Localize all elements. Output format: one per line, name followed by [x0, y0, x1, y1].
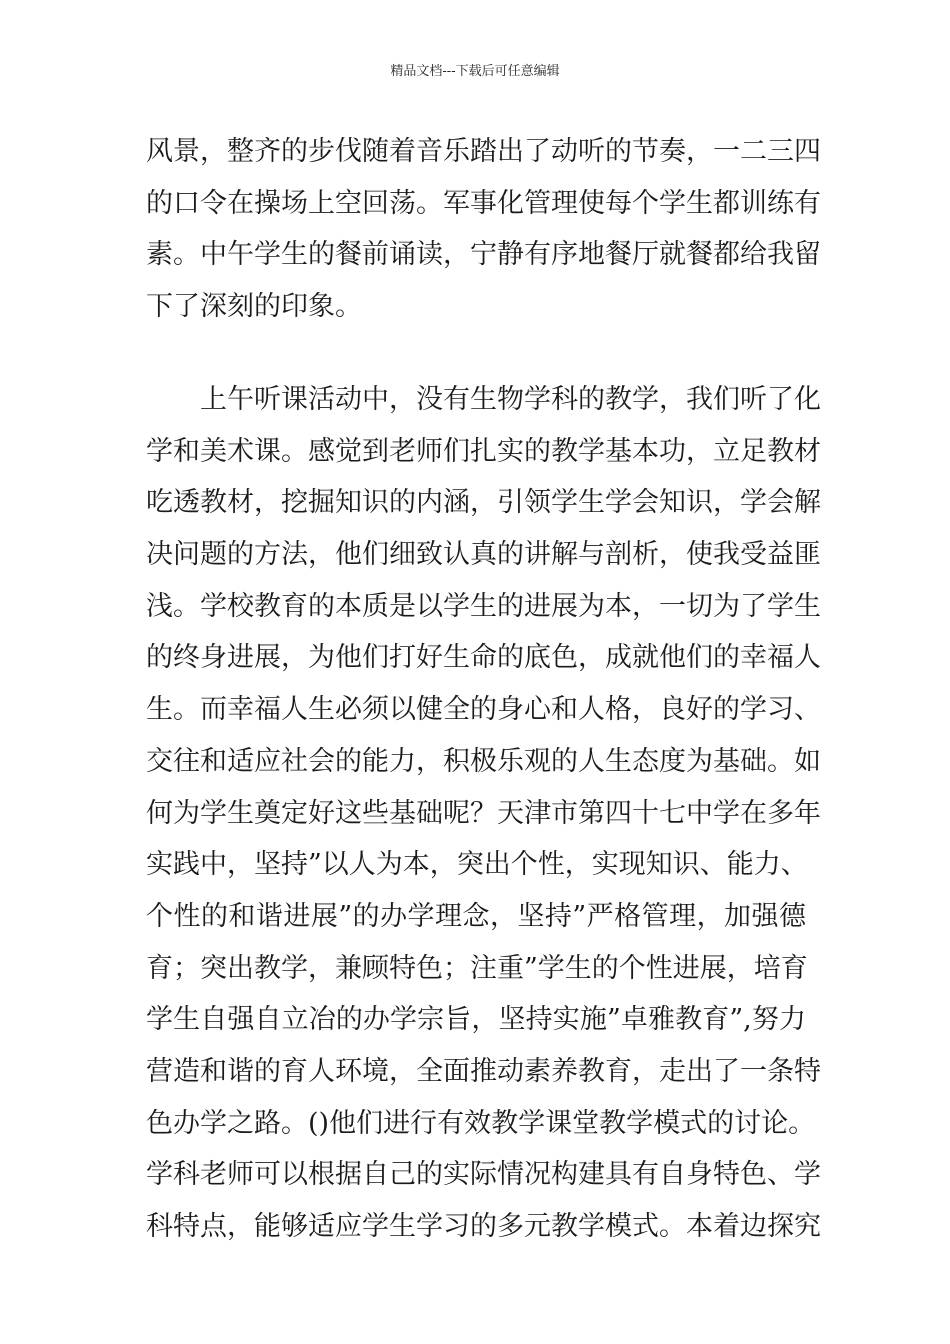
- text-line: 色办学之路。()他们进行有效教学课堂教学模式的讨论。: [146, 1107, 816, 1139]
- text-line: 的口令在操场上空回荡。军事化管理使每个学生都训练有: [146, 187, 821, 219]
- text-line: 何为学生奠定好这些基础呢？天津市第四十七中学在多年: [146, 797, 821, 829]
- text-line: 的终身进展，为他们打好生命的底色，成就他们的幸福人: [146, 642, 821, 674]
- text-line: 风景，整齐的步伐随着音乐踏出了动听的节奏，一二三四: [146, 136, 821, 167]
- text-line: 下了深刻的印象。: [146, 291, 362, 323]
- text-line: 吃透教材，挖掘知识的内涵，引领学生学会知识，学会解: [146, 487, 821, 519]
- text-line: 个性的和谐进展”的办学理念，坚持”严格管理，加强德: [146, 900, 806, 932]
- text-line: 交往和适应社会的能力，积极乐观的人生态度为基础。如: [146, 745, 821, 777]
- text-line: 素。中午学生的餐前诵读，宁静有序地餐厅就餐都给我留: [146, 239, 821, 271]
- text-line: 浅。学校教育的本质是以学生的进展为本，一切为了学生: [146, 590, 821, 622]
- page-header: 精品文档---下载后可任意编辑: [390, 64, 560, 79]
- text-line: 决问题的方法，他们细致认真的讲解与剖析，使我受益匪: [146, 539, 821, 571]
- text-line: 学和美术课。感觉到老师们扎实的教学基本功，立足教材: [146, 435, 821, 467]
- paragraph-1: [146, 126, 821, 333]
- text-line: 育；突出教学，兼顾特色；注重”学生的个性进展，培育: [146, 952, 808, 984]
- text-line: 营造和谐的育人环境，全面推动素养教育，走出了一条特: [146, 1055, 821, 1087]
- paragraph-2: [146, 374, 821, 1253]
- text-line: 学生自强自立冶的办学宗旨，坚持实施”卓雅教育”,努力: [146, 1004, 806, 1036]
- text-line: 上午听课活动中，没有生物学科的教学，我们听了化: [200, 384, 821, 415]
- text-line: 学科老师可以根据自己的实际情况构建具有自身特色、学: [146, 1159, 821, 1191]
- text-line: 生。而幸福人生必须以健全的身心和人格，良好的学习、: [146, 694, 821, 726]
- text-line: 实践中，坚持”以人为本，突出个性，实现知识、能力、: [146, 849, 808, 881]
- text-line: 科特点，能够适应学生学习的多元教学模式。本着边探究: [146, 1211, 821, 1242]
